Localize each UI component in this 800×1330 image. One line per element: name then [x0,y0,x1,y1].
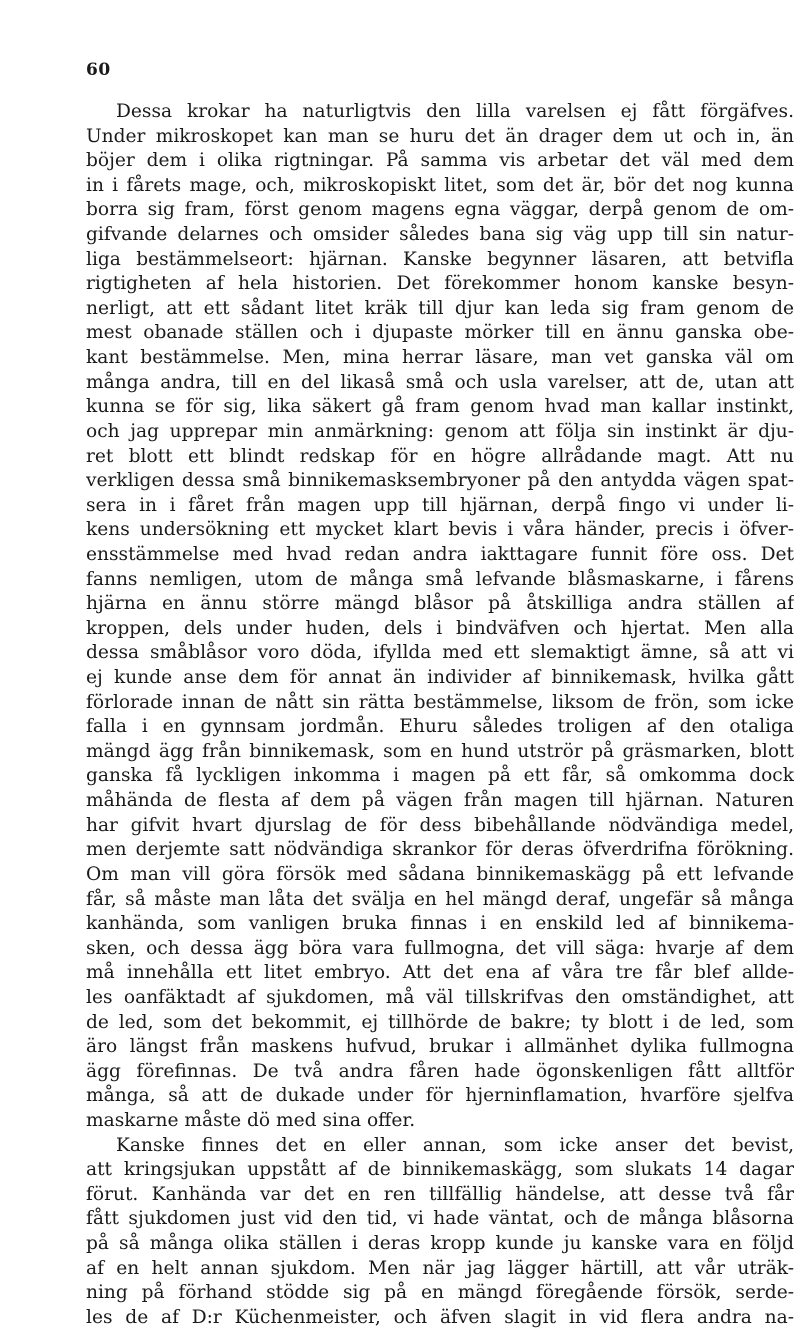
text-line: många andra, till en del likaså små och usla varelser, att de, utan att [86,371,794,393]
text-line: Under mikroskopet kan man se huru det än drager dem ut och in, än [86,125,794,147]
text-line: ret blott ett blindt redskap för en högre allrådande magt. Att nu [86,445,794,467]
text-line: borra sig fram, först genom magens egna väggar, derpå genom de om- [86,199,794,221]
text-line: får, så måste man låta det svälja en hel mängd deraf, ungefär så många [86,888,794,910]
text-line: Kanske finnes det en eller annan, som icke anser det bevist, [116,1134,794,1156]
text-line: Om man vill göra försök med sådana binnikemaskägg på ett lefvande [86,863,794,885]
text-line: sera in i fåret från magen upp till hjärnan, derpå fingo vi under li- [86,494,794,516]
text-line: mest obanade ställen och i djupaste mörker till en ännu ganska obe- [86,322,794,344]
text-line: fanns nemligen, utom de många små lefvande blåsmaskarne, i fårens [86,568,794,590]
text-line: sken, och dessa ägg böra vara fullmogna, det vill säga: hvarje af dem [86,937,794,959]
text-line: maskarne måste dö med sina offer. [86,1109,416,1131]
text-line: kens undersökning ett mycket klart bevis i våra händer, precis i öfver- [86,519,794,541]
text-line: af en helt annan sjukdom. Men när jag lägger härtill, att vår uträk- [86,1257,794,1279]
text-line: fått sjukdomen just vid den tid, vi hade väntat, och de många blåsorna [86,1208,794,1230]
text-line: dessa småblåsor voro döda, ifyllda med ett slemaktigt ämne, så att vi [86,642,794,664]
text-line: kroppen, dels under huden, dels i bindväfven och hjertat. Men alla [86,617,794,639]
text-line: ej kunde anse dem för annat än individer af binnikemask, hvilka gått [86,667,794,689]
body-text [86,100,794,1330]
text-line: les de af D:r Küchenmeister, och äfven slagit in vid flera andra na- [86,1306,794,1328]
text-line: de led, som det bekommit, ej tillhörde de bakre; ty blott i de led, som [86,1011,794,1033]
text-line: ganska få lyckligen inkomma i magen på ett får, så omkomma dock [86,765,794,787]
text-line: på så många olika ställen i deras kropp kunde ju kanske vara en följd [86,1233,794,1255]
text-line: kant bestämmelse. Men, mina herrar läsare, man vet ganska väl om [86,347,794,369]
text-line: kanhända, som vanligen bruka finnas i en enskild led af binnikema- [86,913,794,935]
text-line: måhända de flesta af dem på vägen från magen till hjärnan. Naturen [86,790,794,812]
text-line: många, så att de dukade under för hjerninflamation, hvarföre sjelfva [86,1085,794,1107]
text-line: nerligt, att ett sådant litet kräk till djur kan leda sig fram genom de [86,297,794,319]
page-number: 60 [86,60,111,80]
text-line: förlorade innan de nått sin rätta bestämmelse, liksom de frön, som icke [86,691,794,713]
text-line: och jag upprepar min anmärkning: genom att följa sin instinkt är dju- [86,420,794,442]
text-line: rigtigheten af hela historien. Det förekommer honom kanske besyn- [86,273,794,295]
text-line: les oanfäktadt af sjukdomen, må väl tillskrifvas den omständighet, att [86,986,794,1008]
text-line: må innehålla ett litet embryo. Att det ena af våra tre får blef allde- [86,962,794,984]
text-line: äro längst från maskens hufvud, brukar i allmänhet dylika fullmogna [86,1036,794,1058]
text-line: gifvande delarnes och omsider således bana sig väg upp till sin natur- [86,224,794,246]
text-line: in i fårets mage, och, mikroskopiskt litet, som det är, bör det nog kunna [86,174,794,196]
text-line: ning på förhand stödde sig på en mängd föregående försök, serde- [86,1282,794,1304]
text-line: hjärna en ännu större mängd blåsor på åtskilliga andra ställen af [86,593,794,615]
text-line: mängd ägg från binnikemask, som en hund utströr på gräsmarken, blott [86,740,794,762]
text-line: kunna se för sig, lika säkert gå fram genom hvad man kallar instinkt, [86,396,794,418]
text-line: men derjemte satt nödvändiga skrankor för deras öfverdrifna förökning. [86,839,794,861]
text-line: ägg förefinnas. De två andra fåren hade ögonskenligen fått alltför [86,1060,794,1082]
text-line: ensstämmelse med hvad redan andra iakttagare funnit före oss. Det [86,543,794,565]
text-line: böjer dem i olika rigtningar. På samma vis arbetar det väl med dem [86,150,794,172]
text-line: förut. Kanhända var det en ren tillfällig händelse, att desse två får [86,1183,794,1205]
text-line: att kringsjukan uppstått af de binnikemaskägg, som slukats 14 dagar [86,1159,794,1181]
text-line: liga bestämmelseort: hjärnan. Kanske begynner läsaren, att betvifla [86,248,794,270]
text-line: verkligen dessa små binnikemasksembryoner på den antydda vägen spat- [86,470,794,492]
text-line: falla i en gynnsam jordmån. Ehuru således troligen af den otaliga [86,716,794,738]
text-line: Dessa krokar ha naturligtvis den lilla varelsen ej fått förgäfves. [116,101,794,122]
text-line: har gifvit hvart djurslag de för dess bibehållande nödvändiga medel, [86,814,794,836]
